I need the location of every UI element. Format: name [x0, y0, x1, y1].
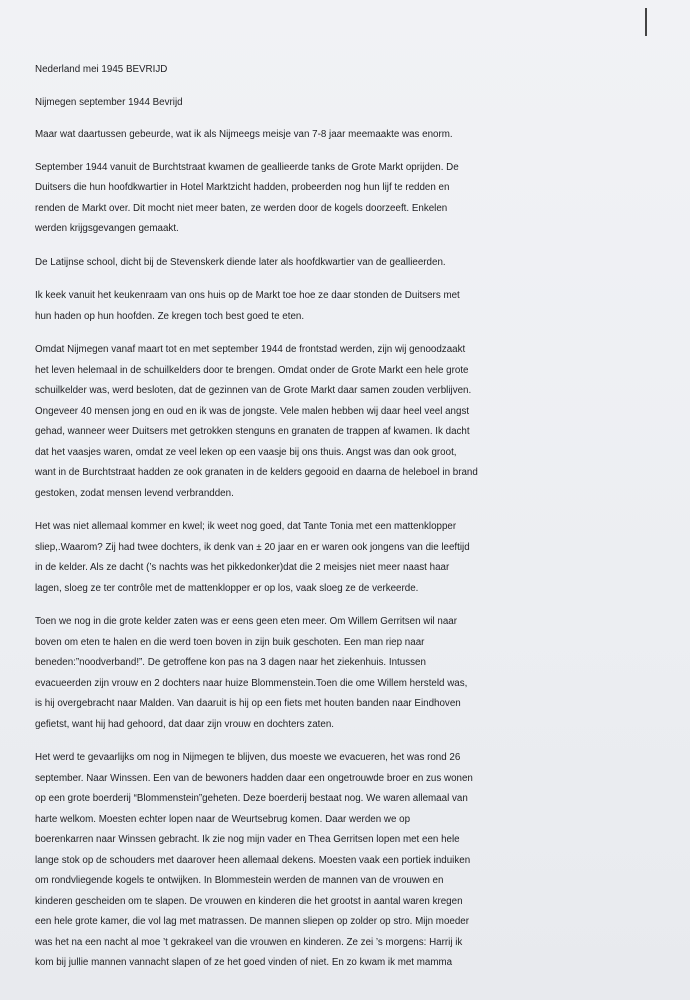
paragraph [35, 60, 665, 81]
paragraph [35, 517, 665, 599]
paragraph [35, 125, 665, 146]
text-line: september. Naar Winssen. Een van de bewoners hadden daar een ongetrouwde broer en zus wonen [35, 772, 473, 784]
text-line: Nederland mei 1945 BEVRIJD [35, 64, 168, 75]
paragraph [35, 253, 665, 274]
text-line: werden krijgsgevangen gemaakt. [35, 223, 179, 234]
text-line: September 1944 vanuit de Burchtstraat kwamen de geallieerde tanks de Grote Markt oprijden. De [35, 161, 459, 173]
text-line: Duitsers die hun hoofdkwartier in Hotel Marktzicht hadden, probeerden nog hun lijf te redden en [35, 182, 450, 193]
text-line: om rondvliegende kogels te ontwijken. In Blommestein werden de mannen van de vrouwen en [35, 875, 444, 886]
paragraph [35, 748, 665, 974]
text-line: De Latijnse school, dicht bij de Stevenskerk diende later als hoofdkwartier van de geallieerden. [35, 256, 446, 268]
text-line: dat het vaasjes waren, omdat ze veel leken op een vaasje bij ons thuis. Angst was dan ook groot, [35, 446, 457, 458]
text-line: want in de Burchtstraat hadden ze ook granaten in de kelders gegooid en daarna de heleboel in brand [35, 467, 478, 478]
text-line: een hele grote kamer, die vol lag met matrassen. De mannen sliepen op zolder op stro. Mijn moeder [35, 916, 470, 927]
text-line: boven om eten te halen en die werd toen boven in zijn buik geschoten. Een man riep naar [35, 636, 425, 648]
text-line: beneden:”noodverband!”. De getroffene kon pas na 3 dagen naar het ziekenhuis. Intussen [35, 657, 426, 668]
text-line: Maar wat daartussen gebeurde, wat ik als Nijmeegs meisje van 7-8 jaar meemaakte was enorm. [35, 129, 453, 140]
paragraph [35, 612, 665, 735]
text-line: schuilkelder was, werd besloten, dat de gezinnen van de Grote Markt daar samen zouden verblijven. [35, 385, 472, 396]
text-line: Toen we nog in die grote kelder zaten was er eens geen eten meer. Om Willem Gerritsen wil naar [35, 616, 458, 627]
margin-pen-mark [645, 8, 647, 36]
text-line: lagen, sloeg ze ter contrôle met de mattenklopper er op los, vaak sloeg ze de verkeerde. [35, 582, 419, 594]
text-line: hun haden op hun hoofden. Ze kregen toch best goed te eten. [35, 310, 305, 322]
text-line: kom bij jullie mannen vannacht slapen of ze het goed vinden of niet. En zo kwam ik met mamma [35, 957, 453, 968]
text-line: gehad, wanneer weer Duitsers met getrokken stenguns en granaten de trappen af kwamen. Ik dacht [35, 426, 470, 437]
text-line: was het na een nacht al moe ’t gekrakeel van die vrouwen en kinderen. Ze zei ’s morgens: Harrij ik [35, 936, 463, 948]
text-line: kinderen gescheiden om te slapen. De vrouwen en kinderen die het grootst in aantal waren kregen [35, 895, 463, 907]
text-line: Het werd te gevaarlijks om nog in Nijmegen te blijven, dus moeste we evacueren, het was rond 26 [35, 752, 461, 763]
text-line: evacueerden zijn vrouw en 2 dochters naar huize Blommenstein.Toen die ome Willem hersteld was, [35, 677, 468, 689]
text-line: renden de Markt over. Dit mocht niet meer baten, ze werden door de kogels doorzeeft. Enkelen [35, 202, 448, 214]
text-line: boerenkarren naar Winssen gebracht. Ik zie nog mijn vader en Thea Gerritsen lopen met een hele [35, 834, 460, 845]
paragraph [35, 158, 665, 240]
paragraph [35, 286, 665, 327]
text-line: Ongeveer 40 mensen jong en oud en ik was de jongste. Vele malen hebben wij daar heel veel angst [35, 405, 470, 417]
text-line: op een grote boerderij “Blommenstein”geheten. Deze boerderij bestaat nog. We waren allemaal van [35, 793, 468, 804]
text-line: gestoken, zodat mensen levend verbrandden. [35, 487, 234, 499]
text-line: harte welkom. Moesten echter lopen naar de Weurtsebrug komen. Daar werden we op [35, 813, 411, 825]
text-line: lange stok op de schouders met daarover heen allemaal dekens. Moesten vaak een portiek induiken [35, 854, 471, 866]
text-line: is hij overgebracht naar Malden. Van daaruit is hij op een fiets met houten banden naar Eindhoven [35, 698, 461, 709]
text-line: Omdat Nijmegen vanaf maart tot en met september 1944 de frontstad werden, zijn wij genoodzaakt [35, 344, 466, 355]
text-line: gefietst, want hij had gehoord, dat daar zijn vrouw en dochters zaten. [35, 718, 334, 730]
text-line: in de kelder. Als ze dacht (’s nachts was het pikkedonker)dat die 2 meisjes niet meer naast haar [35, 562, 450, 573]
document-body [35, 60, 665, 987]
text-line: Het was niet allemaal kommer en kwel; ik weet nog goed, dat Tante Tonia met een mattenklopper [35, 521, 457, 532]
text-line: Ik keek vanuit het keukenraam van ons huis op de Markt toe hoe ze daar stonden de Duitsers met [35, 290, 460, 301]
text-line: sliep,.Waarom? Zij had twee dochters, ik denk van ± 20 jaar en er waren ook jongens van die leeftijd [35, 541, 470, 553]
text-line: Nijmegen september 1944 Bevrijd [35, 96, 183, 108]
text-line: het leven helemaal in de schuilkelders door te brengen. Omdat onder de Grote Markt een hele grote [35, 364, 469, 376]
paragraph [35, 340, 665, 504]
paragraph [35, 93, 665, 114]
